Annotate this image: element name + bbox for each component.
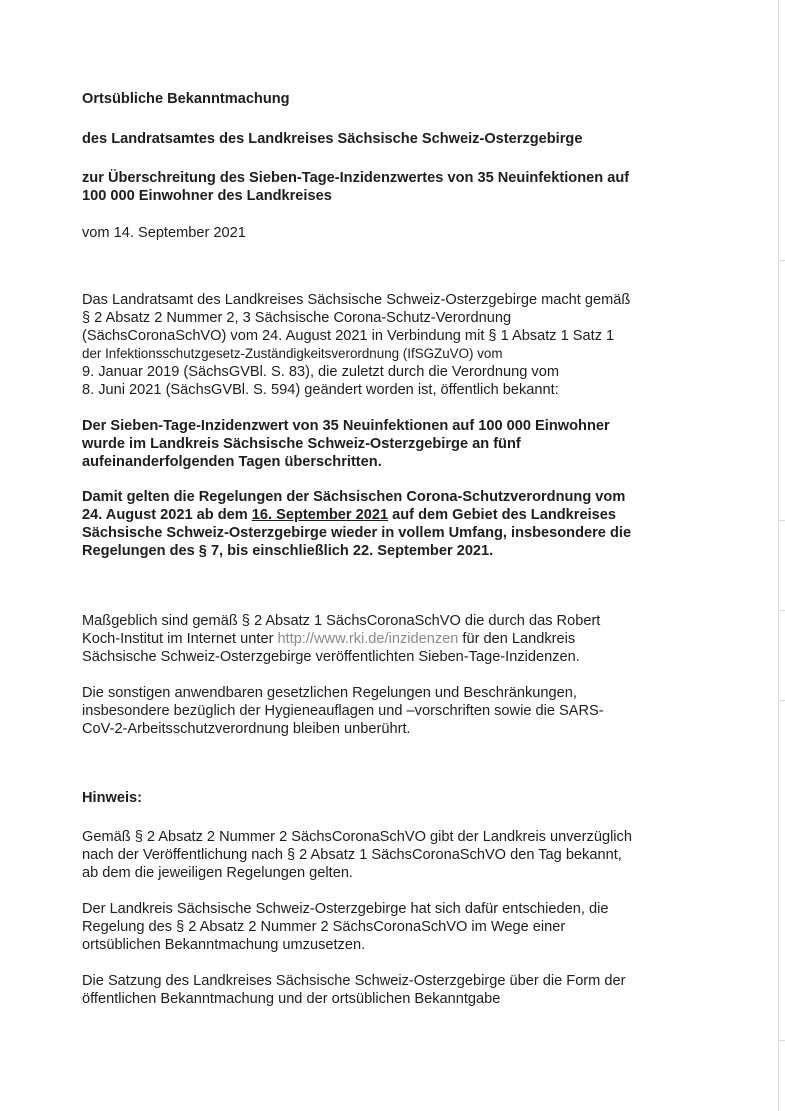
rules-text: auf dem Gebiet des Landkreises [388,507,616,523]
scan-edge-line [778,0,779,1111]
effective-date: 16. September 2021 [251,507,389,523]
scan-edge-tick [779,610,785,611]
intro-line: der Infektionsschutzgesetz-Zuständigkeitsverordnung (IfSGZuVO) vom [82,346,503,361]
basis-text: Koch-Institut im Internet unter [82,631,278,647]
declaration-line: aufeinanderfolgenden Tagen überschritten. [82,454,382,470]
scan-edge-tick [779,520,785,521]
note-paragraph-2 [82,900,687,954]
note-paragraph-3 [82,972,687,1008]
scan-edge-tick [779,260,785,261]
note-line: nach der Veröffentlichung nach § 2 Absatz 1 SächsCoronaSchVO den Tag bekannt, [82,847,622,863]
rules-line [82,506,687,524]
document-date: vom 14. September 2021 [82,225,246,241]
document-subtitle: des Landratsamtes des Landkreises Sächsische Schweiz-Osterzgebirge [82,131,583,147]
document-body [82,90,687,1008]
note-paragraph-1 [82,828,687,882]
rules-text: 24. August 2021 ab dem [82,507,252,523]
topic-line: zur Überschreitung des Sieben-Tage-Inzidenzwertes von 35 Neuinfektionen auf [82,170,630,186]
note-line: Die Satzung des Landkreises Sächsische Schweiz-Osterzgebirge über die Form der [82,973,626,989]
rules-line: Regelungen des § 7, bis einschließlich 22. September 2021. [82,543,494,559]
rules-paragraph [82,488,687,560]
declaration-line: Der Sieben-Tage-Inzidenzwert von 35 Neuinfektionen auf 100 000 Einwohner [82,418,610,434]
rules-line: Damit gelten die Regelungen der Sächsischen Corona-Schutzverordnung vom [82,489,626,505]
rki-link[interactable]: http://www.rki.de/inzidenzen [277,631,459,647]
intro-paragraph [82,291,687,399]
intro-line: 9. Januar 2019 (SächsGVBl. S. 83), die zuletzt durch die Verordnung vom [82,364,559,380]
note-line: Der Landkreis Sächsische Schweiz-Osterzgebirge hat sich dafür entschieden, die [82,901,609,917]
other-line: Die sonstigen anwendbaren gesetzlichen Regelungen und Beschränkungen, [82,685,577,701]
document-topic [82,169,687,205]
note-heading: Hinweis: [82,790,143,806]
note-line: Gemäß § 2 Absatz 2 Nummer 2 SächsCoronaSchVO gibt der Landkreis unverzüglich [82,829,632,845]
basis-text: für den Landkreis [458,631,576,647]
note-line: öffentlichen Bekanntmachung und der ortsüblichen Bekanntgabe [82,991,501,1007]
declaration-line: wurde im Landkreis Sächsische Schweiz-Osterzgebirge an fünf [82,436,521,452]
intro-line: § 2 Absatz 2 Nummer 2, 3 Sächsische Corona-Schutz-Verordnung [82,310,512,326]
document-title: Ortsübliche Bekanntmachung [82,91,290,107]
basis-line: Maßgeblich sind gemäß § 2 Absatz 1 SächsCoronaSchVO die durch das Robert [82,613,601,629]
scan-edge-tick [779,700,785,701]
intro-line: 8. Juni 2021 (SächsGVBl. S. 594) geändert worden ist, öffentlich bekannt: [82,382,559,398]
note-line: ab dem die jeweiligen Regelungen gelten. [82,865,353,881]
basis-line [82,630,687,648]
intro-line: Das Landratsamt des Landkreises Sächsische Schweiz-Osterzgebirge macht gemäß [82,292,631,308]
note-line: Regelung des § 2 Absatz 2 Nummer 2 SächsCoronaSchVO im Wege einer [82,919,566,935]
basis-line: Sächsische Schweiz-Osterzgebirge veröffentlichten Sieben-Tage-Inzidenzen. [82,649,580,665]
basis-paragraph [82,612,687,666]
other-line: CoV-2-Arbeitsschutzverordnung bleiben unberührt. [82,721,411,737]
rules-line: Sächsische Schweiz-Osterzgebirge wieder in vollem Umfang, insbesondere die [82,525,632,541]
scan-edge-tick [779,1040,785,1041]
note-line: ortsüblichen Bekanntmachung umzusetzen. [82,937,366,953]
other-rules-paragraph [82,684,687,738]
topic-line: 100 000 Einwohner des Landkreises [82,188,332,204]
other-line: insbesondere bezüglich der Hygieneauflagen und –vorschriften sowie die SARS- [82,703,604,719]
declaration-paragraph [82,417,687,471]
intro-line: (SächsCoronaSchVO) vom 24. August 2021 in Verbindung mit § 1 Absatz 1 Satz 1 [82,328,615,344]
